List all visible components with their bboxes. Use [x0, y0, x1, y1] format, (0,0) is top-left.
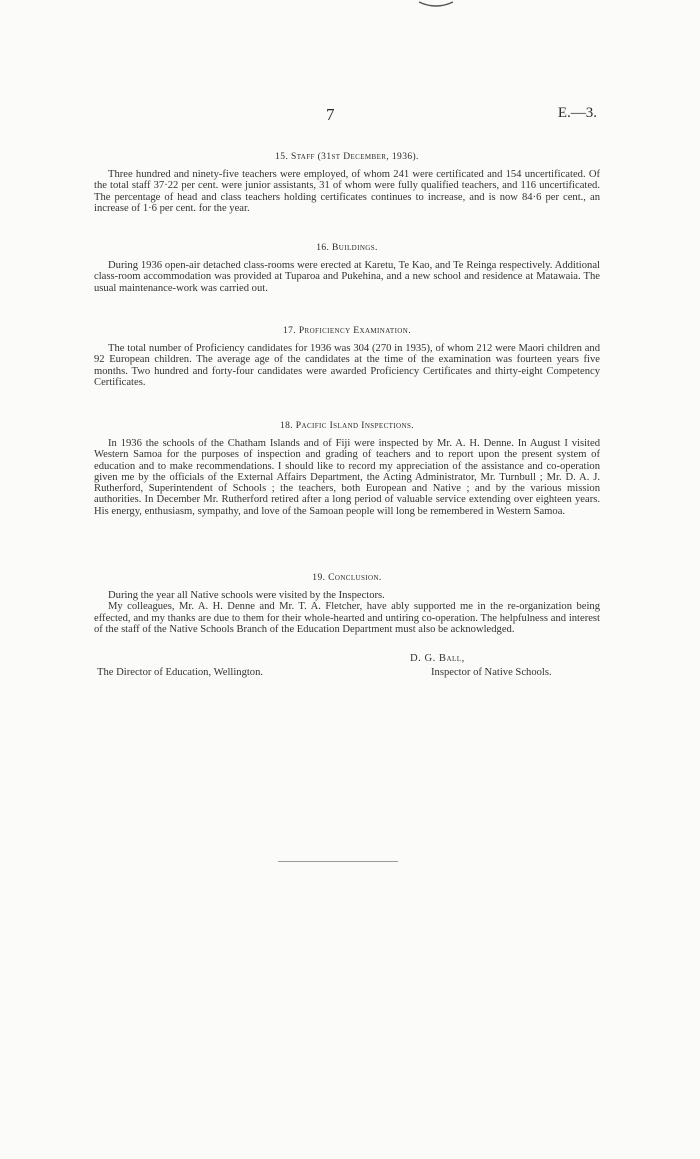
section-heading: 19. Conclusion.	[312, 573, 382, 583]
section-heading: 15. Staff (31st December, 1936).	[275, 152, 419, 162]
section-paragraph: The total number of Proficiency candidates for 1936 was 304 (270 in 1935), of whom 212 were Maori children and 92 European children. The average age of the candidates at the time of the examination was fourteen years five months. Two hundred and forty-four candidates were awarded Proficiency Certificates and thirty-eight Competency Certificates.	[94, 343, 600, 388]
section-paragraph: During 1936 open-air detached class-rooms were erected at Karetu, Te Kao, and Te Reinga respectively. Additional class-room accommodation was provided at Tuparoa and Pukehina, and a new school and residence at Matawaia. The usual maintenance-work was carried out.	[94, 260, 600, 294]
signoff-block	[94, 653, 600, 683]
section-heading: 17. Proficiency Examination.	[282, 326, 411, 336]
recipient-line: The Director of Education, Wellington.	[97, 667, 264, 678]
section-pacific-island-inspections	[94, 421, 600, 517]
signatory-title: Inspector of Native Schools.	[431, 667, 552, 678]
section-buildings	[94, 243, 600, 294]
section-paragraph: In 1936 the schools of the Chatham Islands and of Fiji were inspected by Mr. A. H. Denne. In August I visited Western Samoa for the purposes of inspection and grading of teachers and to report upon the present system of education and to make recommendations. I should like to record my appreciation of the assistance and co-operation given me by the officials of the External Affairs Department, the Acting Administrator, Mr. Turnbull ; Mr. D. A. J. Rutherford, Superintendent of Schools ; the teachers, both European and Native ; and by the various mission authorities. In December Mr. Rutherford retired after a long period of valuable service extending over eighteen years. His energy, enthusiasm, sympathy, and love of the Samoan people will long be remembered in Western Samoa.	[94, 438, 600, 517]
page-number: 7	[326, 105, 335, 124]
section-paragraph: Three hundred and ninety-five teachers were employed, of whom 241 were certificated and 154 uncertificated. Of the total staff 37·22 per cent. were junior assistants, 31 of whom were fully qualified teachers, and 116 uncertificated. The percentage of head and class teachers holding certificates continues to increase, and is now 84·6 per cent., an increase of 1·6 per cent. for the year.	[94, 169, 600, 214]
section-heading: 18. Pacific Island Inspections.	[279, 421, 415, 431]
binding-mark	[418, 0, 454, 10]
page-header	[94, 105, 597, 127]
section-heading: 16. Buildings.	[316, 243, 378, 253]
section-conclusion	[94, 573, 600, 635]
signatory-name: D. G. Ball,	[410, 653, 465, 664]
section-paragraph: During the year all Native schools were visited by the Inspectors.	[108, 590, 385, 601]
section-paragraph: My colleagues, Mr. A. H. Denne and Mr. T. A. Fletcher, have ably supported me in the re-organization being effected, and my thanks are due to them for their whole-hearted and untiring co-operation. The helpfulness and interest of the staff of the Native Schools Branch of the Education Department must also be acknowledged.	[94, 601, 600, 635]
section-staff	[94, 152, 600, 214]
end-rule	[278, 861, 398, 862]
document-reference: E.—3.	[557, 105, 597, 121]
section-proficiency-examination	[94, 326, 600, 388]
